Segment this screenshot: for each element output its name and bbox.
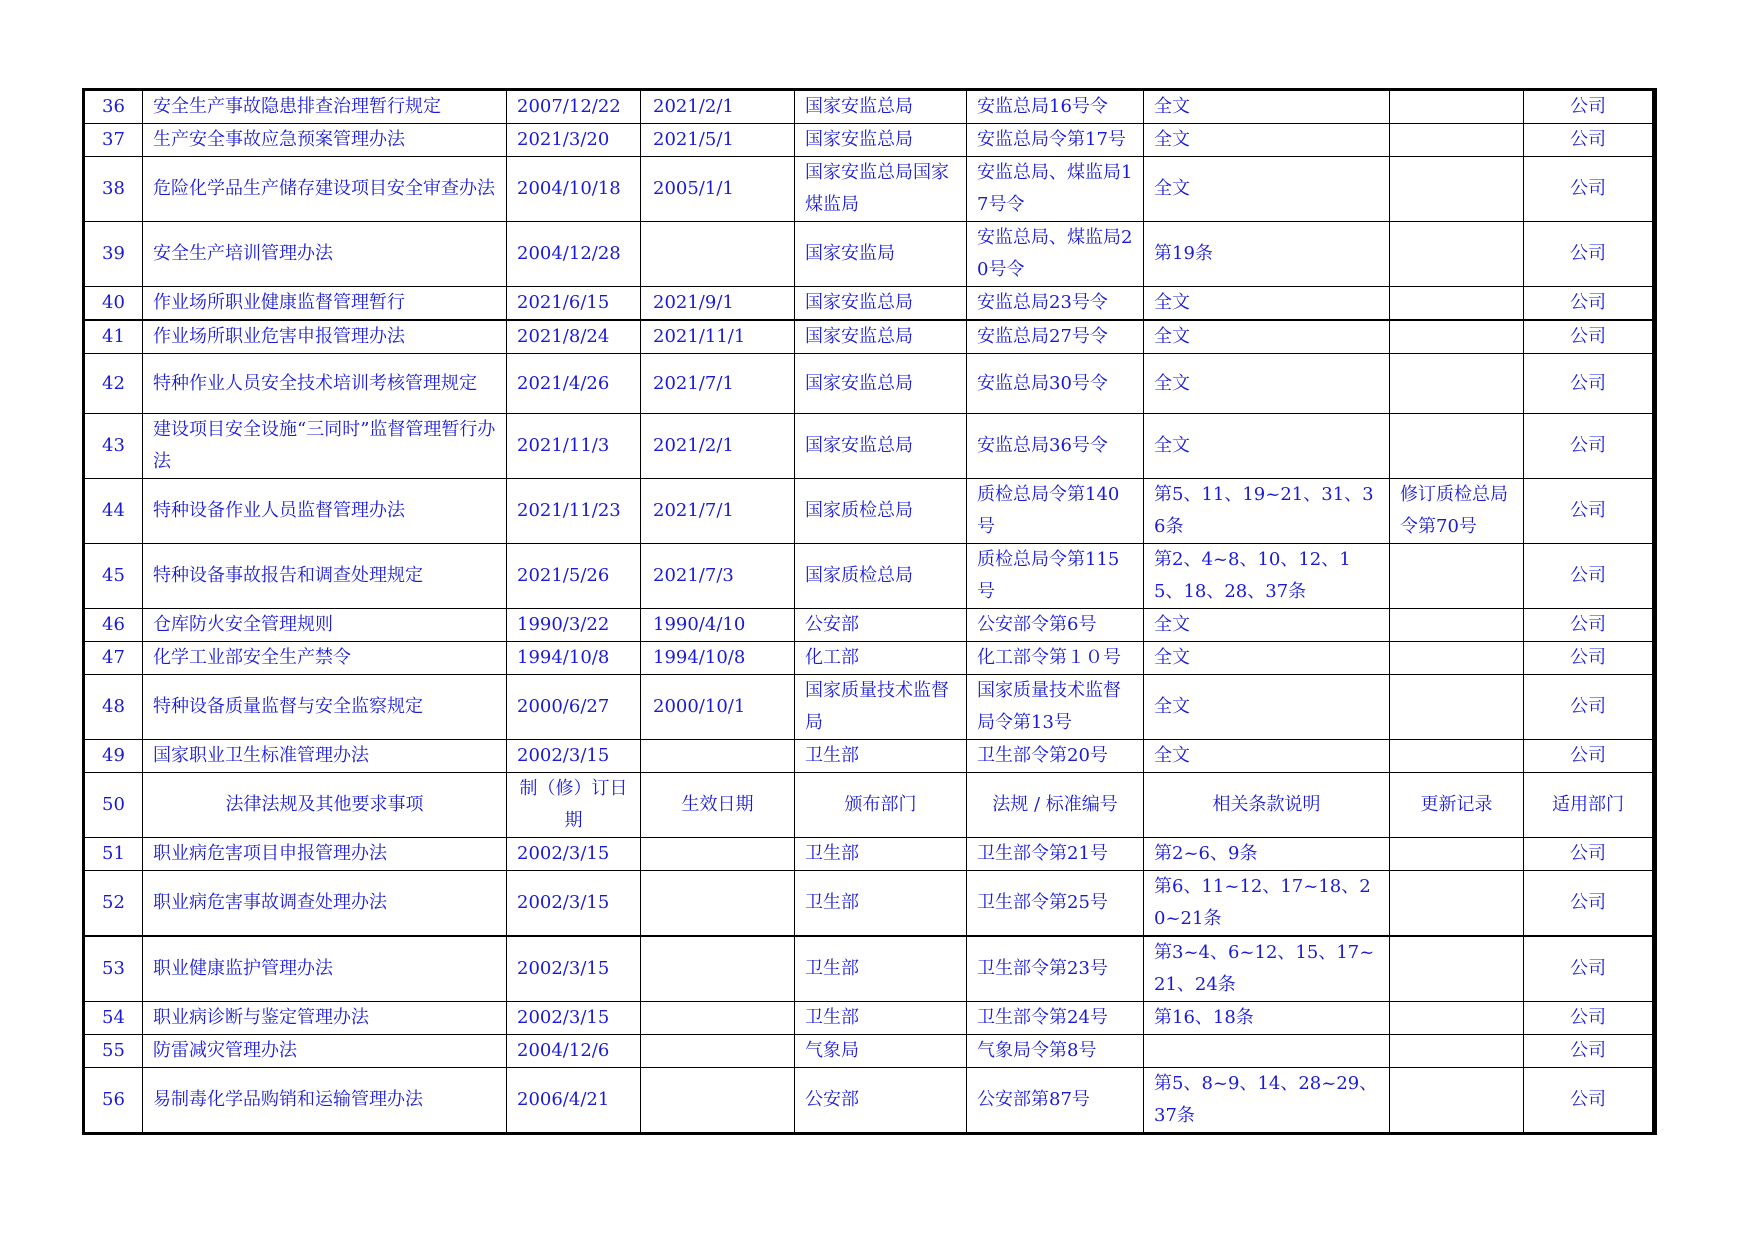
row-number-cell: 40 bbox=[84, 287, 143, 321]
revised-date-cell: 2021/4/26 bbox=[507, 354, 641, 414]
regulation-code-cell: 卫生部令第25号 bbox=[967, 871, 1144, 937]
effective-date-cell: 1990/4/10 bbox=[641, 609, 795, 642]
regulation-code-cell: 安监总局30号令 bbox=[967, 354, 1144, 414]
regulation-code-cell: 卫生部令第24号 bbox=[967, 1002, 1144, 1035]
clauses-cell: 第16、18条 bbox=[1144, 1002, 1390, 1035]
row-number-cell: 41 bbox=[84, 320, 143, 354]
revised-date-cell: 2004/12/28 bbox=[507, 222, 641, 287]
regulation-code-cell: 安监总局、煤监局20号令 bbox=[967, 222, 1144, 287]
clauses-cell: 第5、11、19~21、31、36条 bbox=[1144, 479, 1390, 544]
issuer-cell: 公安部 bbox=[795, 609, 967, 642]
regulation-code-cell: 安监总局23号令 bbox=[967, 287, 1144, 321]
table-row bbox=[84, 838, 1655, 871]
issuer-cell: 化工部 bbox=[795, 642, 967, 675]
effective-date-cell bbox=[641, 871, 795, 937]
effective-date-cell bbox=[641, 222, 795, 287]
regulation-name-cell: 危险化学品生产储存建设项目安全审查办法 bbox=[143, 157, 507, 222]
regulation-code-cell: 安监总局、煤监局17号令 bbox=[967, 157, 1144, 222]
effective-date-cell: 2021/7/3 bbox=[641, 544, 795, 609]
regulation-code-cell: 国家质量技术监督局令第13号 bbox=[967, 675, 1144, 740]
issuer-cell: 卫生部 bbox=[795, 838, 967, 871]
regulation-code-cell: 安监总局16号令 bbox=[967, 90, 1144, 124]
update-record-cell bbox=[1390, 544, 1524, 609]
row-number-cell: 47 bbox=[84, 642, 143, 675]
clauses-cell: 全文 bbox=[1144, 354, 1390, 414]
regulation-code-cell: 质检总局令第115号 bbox=[967, 544, 1144, 609]
regulation-code-cell: 化工部令第１０号 bbox=[967, 642, 1144, 675]
row-number-cell: 51 bbox=[84, 838, 143, 871]
row-number-cell: 44 bbox=[84, 479, 143, 544]
issuer-cell: 国家安监总局 bbox=[795, 354, 967, 414]
clauses-cell: 第3~4、6~12、15、17~21、24条 bbox=[1144, 936, 1390, 1002]
regulation-name-cell: 特种设备质量监督与安全监察规定 bbox=[143, 675, 507, 740]
regulation-name-cell: 安全生产事故隐患排查治理暂行规定 bbox=[143, 90, 507, 124]
row-number-cell: 48 bbox=[84, 675, 143, 740]
applicable-dept-cell: 公司 bbox=[1524, 609, 1655, 642]
regulation-name-cell: 建设项目安全设施“三同时”监督管理暂行办法 bbox=[143, 414, 507, 479]
table-row bbox=[84, 90, 1655, 124]
effective-date-cell bbox=[641, 936, 795, 1002]
revised-date-cell: 2002/3/15 bbox=[507, 936, 641, 1002]
issuer-cell: 国家安监总局 bbox=[795, 90, 967, 124]
revised-date-cell: 2021/8/24 bbox=[507, 320, 641, 354]
effective-date-cell: 2021/7/1 bbox=[641, 354, 795, 414]
issuer-cell: 卫生部 bbox=[795, 1002, 967, 1035]
regulation-name-cell: 特种设备事故报告和调查处理规定 bbox=[143, 544, 507, 609]
update-record-cell bbox=[1390, 1068, 1524, 1134]
revised-date-cell: 2021/6/15 bbox=[507, 287, 641, 321]
revised-date-cell: 1990/3/22 bbox=[507, 609, 641, 642]
row-number-cell: 52 bbox=[84, 871, 143, 937]
revised-date-cell: 2002/3/15 bbox=[507, 740, 641, 773]
revised-date-cell: 2002/3/15 bbox=[507, 871, 641, 937]
regulation-name-cell: 仓库防火安全管理规则 bbox=[143, 609, 507, 642]
regulation-code-cell: 质检总局令第140号 bbox=[967, 479, 1144, 544]
clauses-cell: 第2、4~8、10、12、15、18、28、37条 bbox=[1144, 544, 1390, 609]
header-clauses: 相关条款说明 bbox=[1144, 773, 1390, 838]
clauses-cell: 全文 bbox=[1144, 90, 1390, 124]
update-record-cell bbox=[1390, 90, 1524, 124]
issuer-cell: 国家安监总局 bbox=[795, 287, 967, 321]
row-number-cell: 43 bbox=[84, 414, 143, 479]
row-number-cell: 55 bbox=[84, 1035, 143, 1068]
regulation-name-cell: 特种设备作业人员监督管理办法 bbox=[143, 479, 507, 544]
regulation-name-cell: 易制毒化学品购销和运输管理办法 bbox=[143, 1068, 507, 1134]
revised-date-cell: 2002/3/15 bbox=[507, 1002, 641, 1035]
table-row bbox=[84, 544, 1655, 609]
row-number-cell: 42 bbox=[84, 354, 143, 414]
applicable-dept-cell: 公司 bbox=[1524, 222, 1655, 287]
applicable-dept-cell: 公司 bbox=[1524, 320, 1655, 354]
issuer-cell: 国家质量技术监督局 bbox=[795, 675, 967, 740]
clauses-cell: 第19条 bbox=[1144, 222, 1390, 287]
header-dept: 适用部门 bbox=[1524, 773, 1655, 838]
issuer-cell: 国家质检总局 bbox=[795, 479, 967, 544]
table-body-upper bbox=[84, 90, 1655, 773]
table-row bbox=[84, 1068, 1655, 1134]
applicable-dept-cell: 公司 bbox=[1524, 838, 1655, 871]
header-updates: 更新记录 bbox=[1390, 773, 1524, 838]
clauses-cell: 全文 bbox=[1144, 609, 1390, 642]
effective-date-cell: 2005/1/1 bbox=[641, 157, 795, 222]
update-record-cell bbox=[1390, 1035, 1524, 1068]
row-number-cell: 49 bbox=[84, 740, 143, 773]
header-revised-date: 制（修）订日期 bbox=[507, 773, 641, 838]
table-body-lower bbox=[84, 838, 1655, 1134]
applicable-dept-cell: 公司 bbox=[1524, 354, 1655, 414]
issuer-cell: 卫生部 bbox=[795, 740, 967, 773]
regulation-name-cell: 职业健康监护管理办法 bbox=[143, 936, 507, 1002]
revised-date-cell: 2021/11/3 bbox=[507, 414, 641, 479]
applicable-dept-cell: 公司 bbox=[1524, 124, 1655, 157]
regulation-code-cell: 气象局令第8号 bbox=[967, 1035, 1144, 1068]
update-record-cell bbox=[1390, 124, 1524, 157]
regulation-name-cell: 职业病诊断与鉴定管理办法 bbox=[143, 1002, 507, 1035]
applicable-dept-cell: 公司 bbox=[1524, 740, 1655, 773]
revised-date-cell: 2021/11/23 bbox=[507, 479, 641, 544]
update-record-cell bbox=[1390, 1002, 1524, 1035]
header-regulation-name: 法律法规及其他要求事项 bbox=[143, 773, 507, 838]
effective-date-cell: 1994/10/8 bbox=[641, 642, 795, 675]
table-row bbox=[84, 287, 1655, 321]
effective-date-cell: 2021/2/1 bbox=[641, 90, 795, 124]
issuer-cell: 公安部 bbox=[795, 1068, 967, 1134]
regulation-name-cell: 作业场所职业健康监督管理暂行 bbox=[143, 287, 507, 321]
regulation-name-cell: 职业病危害事故调查处理办法 bbox=[143, 871, 507, 937]
effective-date-cell: 2021/7/1 bbox=[641, 479, 795, 544]
row-number-cell: 36 bbox=[84, 90, 143, 124]
effective-date-cell bbox=[641, 1068, 795, 1134]
regulation-name-cell: 防雷减灾管理办法 bbox=[143, 1035, 507, 1068]
regulation-name-cell: 作业场所职业危害申报管理办法 bbox=[143, 320, 507, 354]
row-number-cell: 46 bbox=[84, 609, 143, 642]
clauses-cell: 全文 bbox=[1144, 414, 1390, 479]
clauses-cell: 全文 bbox=[1144, 157, 1390, 222]
revised-date-cell: 2007/12/22 bbox=[507, 90, 641, 124]
clauses-cell: 第5、8~9、14、28~29、37条 bbox=[1144, 1068, 1390, 1134]
update-record-cell bbox=[1390, 287, 1524, 321]
table-row bbox=[84, 642, 1655, 675]
clauses-cell: 全文 bbox=[1144, 642, 1390, 675]
row-number-cell: 56 bbox=[84, 1068, 143, 1134]
revised-date-cell: 2004/10/18 bbox=[507, 157, 641, 222]
effective-date-cell: 2000/10/1 bbox=[641, 675, 795, 740]
revised-date-cell: 2000/6/27 bbox=[507, 675, 641, 740]
applicable-dept-cell: 公司 bbox=[1524, 1002, 1655, 1035]
update-record-cell bbox=[1390, 675, 1524, 740]
table-row bbox=[84, 740, 1655, 773]
issuer-cell: 国家质检总局 bbox=[795, 544, 967, 609]
row-number-cell: 54 bbox=[84, 1002, 143, 1035]
applicable-dept-cell: 公司 bbox=[1524, 675, 1655, 740]
clauses-cell: 全文 bbox=[1144, 740, 1390, 773]
update-record-cell bbox=[1390, 642, 1524, 675]
table-row bbox=[84, 157, 1655, 222]
revised-date-cell: 1994/10/8 bbox=[507, 642, 641, 675]
effective-date-cell: 2021/5/1 bbox=[641, 124, 795, 157]
table-row bbox=[84, 675, 1655, 740]
regulation-name-cell: 生产安全事故应急预案管理办法 bbox=[143, 124, 507, 157]
clauses-cell: 全文 bbox=[1144, 287, 1390, 321]
revised-date-cell: 2002/3/15 bbox=[507, 838, 641, 871]
table-row bbox=[84, 936, 1655, 1002]
effective-date-cell bbox=[641, 740, 795, 773]
table-row bbox=[84, 354, 1655, 414]
regulation-code-cell: 卫生部令第21号 bbox=[967, 838, 1144, 871]
effective-date-cell: 2021/11/1 bbox=[641, 320, 795, 354]
header-effective-date: 生效日期 bbox=[641, 773, 795, 838]
header-row bbox=[84, 773, 1655, 838]
regulation-name-cell: 安全生产培训管理办法 bbox=[143, 222, 507, 287]
table-row bbox=[84, 1035, 1655, 1068]
applicable-dept-cell: 公司 bbox=[1524, 479, 1655, 544]
revised-date-cell: 2021/5/26 bbox=[507, 544, 641, 609]
clauses-cell: 第6、11~12、17~18、20~21条 bbox=[1144, 871, 1390, 937]
update-record-cell bbox=[1390, 414, 1524, 479]
applicable-dept-cell: 公司 bbox=[1524, 414, 1655, 479]
table-row bbox=[84, 124, 1655, 157]
table-row bbox=[84, 1002, 1655, 1035]
update-record-cell bbox=[1390, 222, 1524, 287]
revised-date-cell: 2021/3/20 bbox=[507, 124, 641, 157]
header-row-number: 50 bbox=[84, 773, 143, 838]
issuer-cell: 气象局 bbox=[795, 1035, 967, 1068]
revised-date-cell: 2004/12/6 bbox=[507, 1035, 641, 1068]
update-record-cell bbox=[1390, 838, 1524, 871]
issuer-cell: 国家安监总局 bbox=[795, 124, 967, 157]
effective-date-cell: 2021/2/1 bbox=[641, 414, 795, 479]
update-record-cell bbox=[1390, 157, 1524, 222]
update-record-cell bbox=[1390, 609, 1524, 642]
regulation-code-cell: 卫生部令第20号 bbox=[967, 740, 1144, 773]
revised-date-cell: 2006/4/21 bbox=[507, 1068, 641, 1134]
applicable-dept-cell: 公司 bbox=[1524, 90, 1655, 124]
issuer-cell: 国家安监总局 bbox=[795, 414, 967, 479]
row-number-cell: 53 bbox=[84, 936, 143, 1002]
update-record-cell bbox=[1390, 740, 1524, 773]
applicable-dept-cell: 公司 bbox=[1524, 157, 1655, 222]
clauses-cell: 全文 bbox=[1144, 320, 1390, 354]
regulation-code-cell: 卫生部令第23号 bbox=[967, 936, 1144, 1002]
header-code: 法规 / 标准编号 bbox=[967, 773, 1144, 838]
applicable-dept-cell: 公司 bbox=[1524, 544, 1655, 609]
effective-date-cell bbox=[641, 1035, 795, 1068]
regulation-name-cell: 职业病危害项目申报管理办法 bbox=[143, 838, 507, 871]
row-number-cell: 39 bbox=[84, 222, 143, 287]
clauses-cell: 全文 bbox=[1144, 124, 1390, 157]
regulations-table bbox=[82, 88, 1657, 1135]
header-issuer: 颁布部门 bbox=[795, 773, 967, 838]
effective-date-cell bbox=[641, 1002, 795, 1035]
regulation-name-cell: 化学工业部安全生产禁令 bbox=[143, 642, 507, 675]
issuer-cell: 国家安监总局国家煤监局 bbox=[795, 157, 967, 222]
regulation-code-cell: 安监总局36号令 bbox=[967, 414, 1144, 479]
table-row bbox=[84, 320, 1655, 354]
update-record-cell bbox=[1390, 871, 1524, 937]
update-record-cell: 修订质检总局令第70号 bbox=[1390, 479, 1524, 544]
applicable-dept-cell: 公司 bbox=[1524, 1068, 1655, 1134]
row-number-cell: 45 bbox=[84, 544, 143, 609]
table-header-group bbox=[84, 773, 1655, 838]
update-record-cell bbox=[1390, 320, 1524, 354]
table-row bbox=[84, 222, 1655, 287]
update-record-cell bbox=[1390, 936, 1524, 1002]
table-row bbox=[84, 871, 1655, 937]
applicable-dept-cell: 公司 bbox=[1524, 642, 1655, 675]
issuer-cell: 国家安监总局 bbox=[795, 320, 967, 354]
regulation-code-cell: 公安部令第6号 bbox=[967, 609, 1144, 642]
regulation-code-cell: 安监总局27号令 bbox=[967, 320, 1144, 354]
regulation-code-cell: 安监总局令第17号 bbox=[967, 124, 1144, 157]
clauses-cell: 第2~6、9条 bbox=[1144, 838, 1390, 871]
table-row bbox=[84, 414, 1655, 479]
row-number-cell: 38 bbox=[84, 157, 143, 222]
clauses-cell bbox=[1144, 1035, 1390, 1068]
regulation-name-cell: 特种作业人员安全技术培训考核管理规定 bbox=[143, 354, 507, 414]
applicable-dept-cell: 公司 bbox=[1524, 287, 1655, 321]
applicable-dept-cell: 公司 bbox=[1524, 871, 1655, 937]
applicable-dept-cell: 公司 bbox=[1524, 1035, 1655, 1068]
effective-date-cell: 2021/9/1 bbox=[641, 287, 795, 321]
regulation-name-cell: 国家职业卫生标准管理办法 bbox=[143, 740, 507, 773]
table-row bbox=[84, 479, 1655, 544]
row-number-cell: 37 bbox=[84, 124, 143, 157]
regulation-code-cell: 公安部第87号 bbox=[967, 1068, 1144, 1134]
update-record-cell bbox=[1390, 354, 1524, 414]
issuer-cell: 卫生部 bbox=[795, 936, 967, 1002]
effective-date-cell bbox=[641, 838, 795, 871]
issuer-cell: 国家安监局 bbox=[795, 222, 967, 287]
table-row bbox=[84, 609, 1655, 642]
issuer-cell: 卫生部 bbox=[795, 871, 967, 937]
clauses-cell: 全文 bbox=[1144, 675, 1390, 740]
applicable-dept-cell: 公司 bbox=[1524, 936, 1655, 1002]
